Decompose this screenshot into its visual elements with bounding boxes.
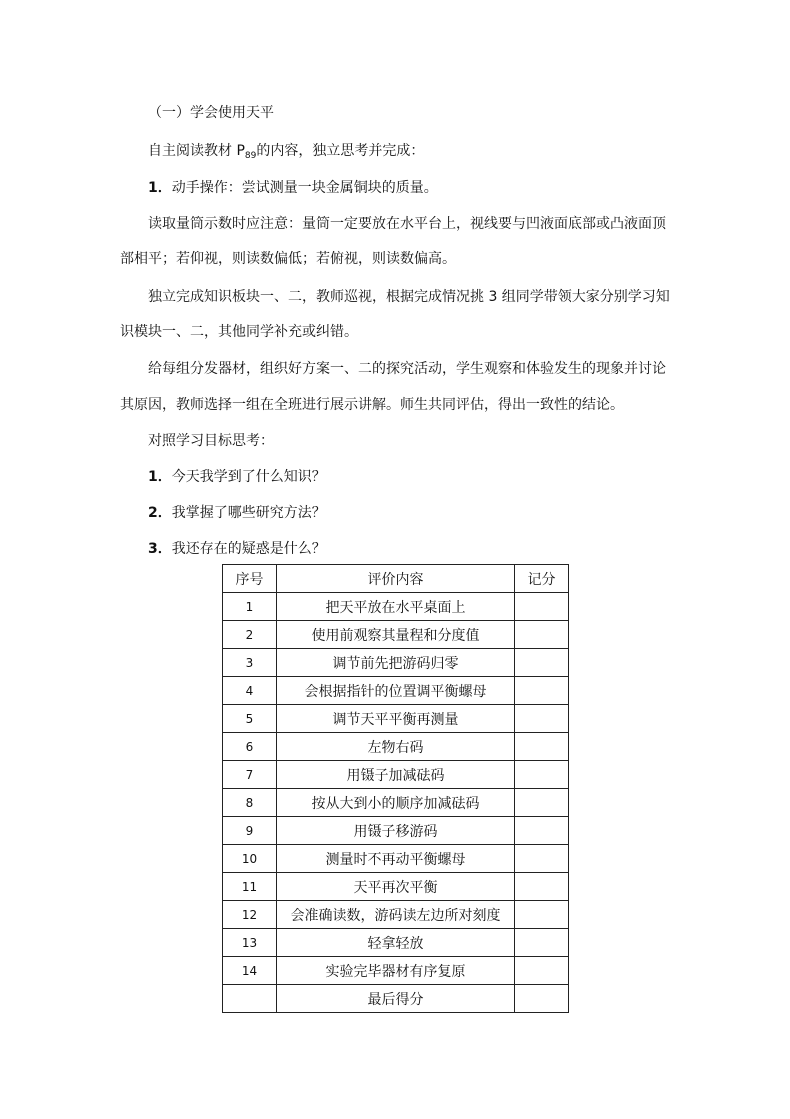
question-1-number: 1． <box>148 469 172 485</box>
question-2 <box>148 503 326 523</box>
row-content: 会根据指针的位置调平衡螺母 <box>277 677 515 705</box>
note-line-1: 读取量筒示数时应注意：量筒一定要放在水平台上，视线要与凹液面底部或凸液面顶 <box>148 216 666 232</box>
row-number: 4 <box>223 677 277 705</box>
evaluation-table-body <box>223 565 569 1013</box>
row-number: 10 <box>223 845 277 873</box>
evaluation-table <box>222 564 569 1013</box>
row-number: 2 <box>223 621 277 649</box>
question-1-text: 今天我学到了什么知识？ <box>171 469 326 485</box>
table-row <box>223 845 569 873</box>
row-number: 3 <box>223 649 277 677</box>
row-content: 轻拿轻放 <box>277 929 515 957</box>
task-1-number: 1． <box>148 180 172 196</box>
para2-line-1: 独立完成知识板块一、二，教师巡视，根据完成情况挑 3 组同学带领大家分别学习知 <box>148 289 670 305</box>
row-content: 把天平放在水平桌面上 <box>277 593 515 621</box>
row-content: 会准确读数，游码读左边所对刻度 <box>277 901 515 929</box>
row-number: 14 <box>223 957 277 985</box>
table-row <box>223 817 569 845</box>
question-2-number: 2． <box>148 505 172 521</box>
row-content: 用镊子移游码 <box>277 817 515 845</box>
row-score <box>515 733 569 761</box>
table-row <box>223 929 569 957</box>
row-score <box>515 957 569 985</box>
table-row <box>223 957 569 985</box>
table-row <box>223 621 569 649</box>
table-row <box>223 649 569 677</box>
row-score <box>515 789 569 817</box>
row-number: 1 <box>223 593 277 621</box>
question-1 <box>148 467 326 487</box>
table-row <box>223 901 569 929</box>
row-number: 13 <box>223 929 277 957</box>
table-row <box>223 761 569 789</box>
row-score <box>515 901 569 929</box>
intro-after: 的内容，独立思考并完成： <box>256 143 425 159</box>
header-score: 记分 <box>515 565 569 593</box>
section-heading: （一）学会使用天平 <box>148 105 274 121</box>
row-content: 用镊子加减砝码 <box>277 761 515 789</box>
row-score <box>515 929 569 957</box>
row-score <box>515 873 569 901</box>
row-number: 12 <box>223 901 277 929</box>
row-content: 左物右码 <box>277 733 515 761</box>
row-score <box>515 761 569 789</box>
row-score <box>515 593 569 621</box>
row-number: 7 <box>223 761 277 789</box>
row-number: 5 <box>223 705 277 733</box>
row-score <box>515 845 569 873</box>
table-header-row <box>223 565 569 593</box>
row-number: 6 <box>223 733 277 761</box>
row-content: 按从大到小的顺序加减砝码 <box>277 789 515 817</box>
table-row <box>223 789 569 817</box>
row-number: 8 <box>223 789 277 817</box>
row-content: 使用前观察其量程和分度值 <box>277 621 515 649</box>
question-2-text: 我掌握了哪些研究方法？ <box>171 505 326 521</box>
intro-paragraph <box>148 141 424 166</box>
table-row <box>223 873 569 901</box>
row-content: 最后得分 <box>277 985 515 1013</box>
para3-line-2: 其原因，教师选择一组在全班进行展示讲解。师生共同评估，得出一致性的结论。 <box>120 397 624 413</box>
para3-line-1: 给每组分发器材，组织好方案一、二的探究活动，学生观察和体验发生的现象并讨论 <box>148 361 666 377</box>
row-score <box>515 705 569 733</box>
task-1 <box>148 178 438 198</box>
question-3 <box>148 539 326 559</box>
question-3-number: 3． <box>148 541 172 557</box>
header-content: 评价内容 <box>277 565 515 593</box>
header-number: 序号 <box>223 565 277 593</box>
intro-before: 自主阅读教材 P <box>148 143 245 159</box>
row-number <box>223 985 277 1013</box>
table-row <box>223 733 569 761</box>
row-score <box>515 649 569 677</box>
table-row <box>223 593 569 621</box>
table-row <box>223 677 569 705</box>
para2-line-2: 识模块一、二，其他同学补充或纠错。 <box>120 324 358 340</box>
row-content: 实验完毕器材有序复原 <box>277 957 515 985</box>
table-row <box>223 705 569 733</box>
note-line-2: 部相平；若仰视，则读数偏低；若俯视，则读数偏高。 <box>120 251 456 267</box>
question-3-text: 我还存在的疑惑是什么？ <box>171 541 326 557</box>
row-content: 测量时不再动平衡螺母 <box>277 845 515 873</box>
row-content: 调节天平平衡再测量 <box>277 705 515 733</box>
row-score <box>515 985 569 1013</box>
row-content: 天平再次平衡 <box>277 873 515 901</box>
table-row <box>223 985 569 1013</box>
row-number: 11 <box>223 873 277 901</box>
row-score <box>515 817 569 845</box>
reflect-heading: 对照学习目标思考： <box>148 433 274 449</box>
row-score <box>515 677 569 705</box>
page-number: 89 <box>244 151 257 161</box>
row-number: 9 <box>223 817 277 845</box>
row-score <box>515 621 569 649</box>
task-1-text: 动手操作：尝试测量一块金属铜块的质量。 <box>171 180 438 196</box>
row-content: 调节前先把游码归零 <box>277 649 515 677</box>
